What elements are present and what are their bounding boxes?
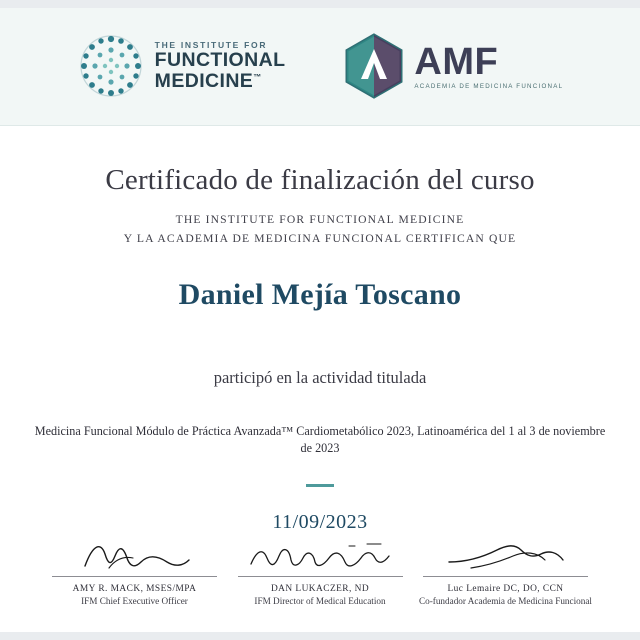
signature-rule [238, 576, 403, 577]
certificate-document [0, 8, 640, 632]
recipient-name: Daniel Mejía Toscano [178, 277, 462, 311]
ifm-trademark: ™ [253, 72, 262, 82]
amf-hexagon-mark-icon [343, 33, 405, 99]
certificate-title: Certificado de finalización del curso [105, 163, 535, 196]
signature-item [42, 534, 227, 606]
amf-logo-name: AMF [414, 40, 499, 83]
ifm-logo-line2: FUNCTIONAL [154, 49, 286, 72]
certificate-header [0, 8, 640, 126]
certificate-body [0, 126, 640, 632]
signature-role: IFM Director of Medical Education [254, 596, 386, 606]
signature-block [34, 534, 606, 606]
signature-name: Luc Lemaire DC, DO, CCN [447, 584, 564, 594]
signature-name: AMY R. MACK, MSES/MPA [72, 584, 197, 594]
ifm-logo [77, 32, 286, 100]
activity-title: Medicina Funcional Módulo de Práctica Avanzada™ Cardiometabólico 2023, Latinoamérica del 1 al 3 de noviembre de 2023 [34, 423, 606, 455]
amf-logo-text [414, 40, 564, 90]
signature-mark-icon [228, 534, 413, 574]
signature-rule [423, 576, 588, 577]
ifm-circle-mark-icon [77, 32, 145, 100]
signature-name: DAN LUKACZER, ND [270, 584, 370, 594]
signature-item [228, 534, 413, 606]
amf-logo [343, 33, 563, 99]
signature-role: Co-fundador Academia de Medicina Funcional [419, 596, 592, 606]
ifm-logo-text [155, 41, 286, 91]
ifm-logo-line3 [155, 71, 286, 92]
ifm-logo-line1: THE INSTITUTE FOR [154, 40, 268, 51]
subtitle-line-1: THE INSTITUTE FOR FUNCTIONAL MEDICINE [175, 212, 465, 226]
divider [306, 484, 334, 487]
amf-logo-tagline: ACADEMIA DE MEDICINA FUNCIONAL [414, 82, 564, 90]
signature-mark-icon [42, 534, 227, 574]
certificate-subtitle [124, 210, 516, 248]
ifm-logo-line3-text: MEDICINE [154, 69, 254, 92]
signature-rule [52, 576, 217, 577]
signature-mark-icon [413, 534, 598, 574]
signature-role: IFM Chief Executive Officer [81, 596, 188, 606]
activity-label: participó en la actividad titulada [213, 367, 427, 387]
completion-date: 11/09/2023 [272, 511, 368, 533]
signature-item [413, 534, 598, 606]
subtitle-line-2: Y LA ACADEMIA DE MEDICINA FUNCIONAL CERTIFICAN QUE [123, 231, 517, 245]
